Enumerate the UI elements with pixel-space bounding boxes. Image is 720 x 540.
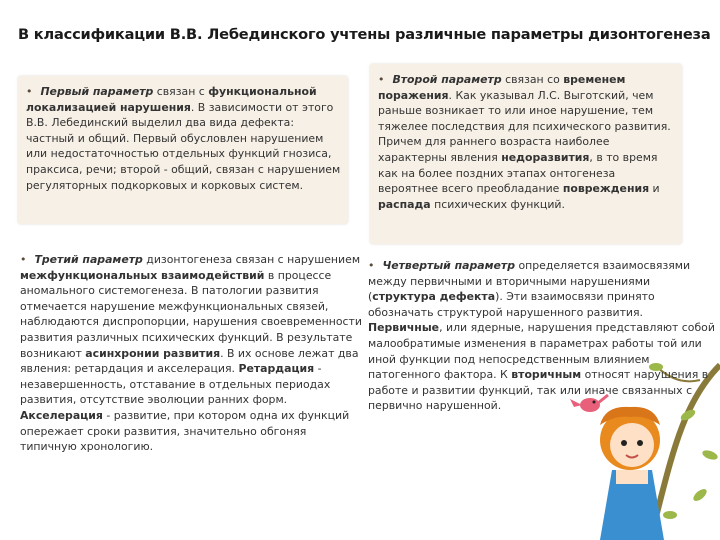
text-run: дизонтогенеза связан с нарушением xyxy=(142,253,361,266)
text-run: связан со xyxy=(501,73,564,86)
text-run: относят нарушения в работе и развитии функций, так или иначе связанных с первично нарушенной. xyxy=(368,368,709,413)
emphasis: функциональной локализацией нарушения xyxy=(26,85,317,114)
text-run: психических функций. xyxy=(430,197,565,211)
text-run: . В зависимости от этого В.В. Лебединский выделил два вида дефекта: частный и общий. Первый обусловлен нарушением или недостаточностью отдельных функций гнозиса, праксиса, речи; второй - общий, связан с нарушением регуляторных подкорковых и корковых систем. xyxy=(26,100,341,192)
emphasis: недоразвития xyxy=(501,150,590,164)
emphasis: повреждения xyxy=(562,182,650,196)
parameter-1-lead: Первый параметр xyxy=(40,85,154,98)
text-run: ). Эти взаимосвязи принято обозначать структурой нарушенного развития. xyxy=(368,290,655,319)
text-run: . Как указывал Л.С. Выготский, чем раньше возникает то или иное нарушение, тем тяжелее последствия для психического развития. Причем для раннего возраста наиболее характерны явления xyxy=(378,88,671,164)
bullet-icon: • xyxy=(368,259,375,272)
text-run: . В их основе лежат два явления: ретардация и акселерация. xyxy=(20,346,359,376)
text-run: в процессе аномального системогенеза. В патологии развития отмечается нарушение межфункциональных связей, наблюдаются диспропорции, нарушения своевременности развития различных психических функций. В результате возникают xyxy=(20,268,362,360)
emphasis: вторичным xyxy=(511,368,582,382)
bullet-icon: • xyxy=(20,253,27,266)
parameter-4-text xyxy=(368,258,718,414)
text-run: , или ядерные, нарушения представляют собой малообратимые изменения в параметрах работы той или иной функции под непосредственным влиянием патогенного фактора. К xyxy=(368,321,715,382)
emphasis: структура дефекта xyxy=(372,290,496,304)
bullet-icon: • xyxy=(378,73,385,86)
text-run: и xyxy=(649,182,660,196)
parameter-4-lead: Четвертый параметр xyxy=(382,259,516,272)
parameter-3-lead: Третий параметр xyxy=(34,253,143,266)
text-run: - развитие, при котором одна их функций опережает сроки развития, значительно обгоняя типичную хронологию. xyxy=(20,408,350,454)
text-run: , в то время как на более поздних этапах онтогенеза вероятнее всего преобладание xyxy=(378,150,658,196)
bullet-icon: • xyxy=(26,85,33,98)
emphasis: Акселерация xyxy=(20,408,103,422)
emphasis: межфункциональных взаимодействий xyxy=(20,268,265,282)
text-run: определяется взаимосвязями между первичными и вторичными нарушениями ( xyxy=(368,259,691,304)
parameter-2-lead: Второй параметр xyxy=(392,73,502,86)
parameter-2-text xyxy=(378,72,674,212)
emphasis: временем поражения xyxy=(378,73,626,102)
emphasis: асинхронии развития xyxy=(85,346,221,360)
slide-title: В классификации В.В. Лебединского учтены различные параметры дизонтогенеза xyxy=(18,26,711,43)
parameter-1-text xyxy=(26,84,342,193)
text-run: связан с xyxy=(153,85,209,98)
emphasis: распада xyxy=(378,197,431,211)
emphasis: Первичные xyxy=(368,321,440,335)
parameter-3-text xyxy=(20,252,364,455)
text-run: - незавершенность, отставание в отдельных периодах развития, отсутствие эволюции ранних форм. xyxy=(20,362,331,407)
emphasis: Ретардация xyxy=(238,362,315,376)
